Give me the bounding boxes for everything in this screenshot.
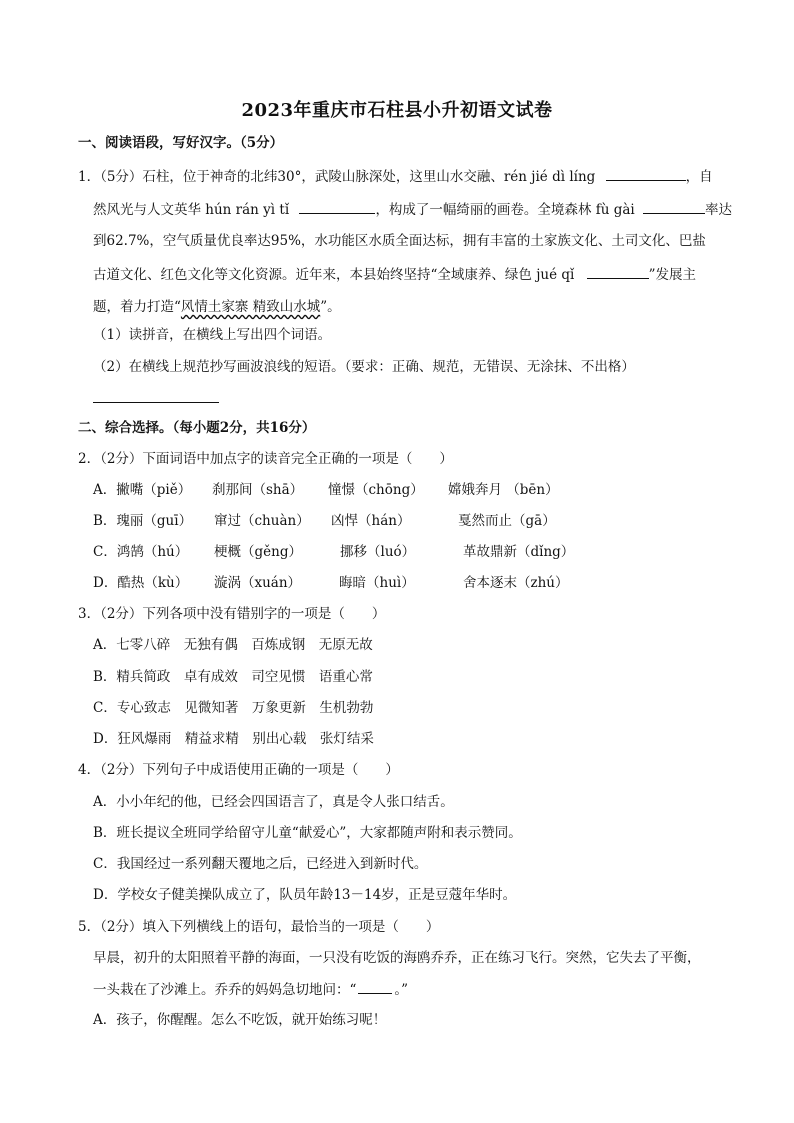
q2-stem: 2．（2分）下面词语中加点字的读音完全正确的一项是（ ） [78, 451, 453, 467]
q1-text: ”发展主 [648, 267, 697, 283]
option-word: D．酷热（kù） [93, 575, 189, 591]
answer-blank[interactable] [299, 199, 375, 214]
q5-text: 。” [394, 982, 409, 998]
option-word: 挪移（luó） [340, 544, 416, 560]
option-word: 舍本逐末（zhú） [463, 575, 569, 591]
q5-passage-line-2 [93, 979, 408, 1000]
option-word: 憧憬（chōng） [328, 482, 424, 498]
q3-stem: 3．（2分）下列各项中没有错别字的一项是（ ） [78, 606, 386, 622]
q5-passage-line-1: 早晨，初升的太阳照着平静的海面，一只没有吃饭的海鸥乔乔，正在练习飞行。突然，它失去了平衡， [93, 950, 701, 966]
option-word: 梗概（gěng） [214, 544, 302, 560]
page-title: 2023年重庆市石柱县小升初语文试卷 [241, 100, 553, 121]
option-word: 窜过（chuàn） [214, 513, 310, 529]
q1-text: ，自 [685, 169, 713, 185]
answer-blank[interactable] [358, 979, 392, 994]
option-word: 嫦娥奔月 （bēn） [448, 482, 559, 498]
q4-option-a[interactable]: A．小小年纪的他，已经会四国语言了，真是令人张口结舌。 [93, 794, 454, 810]
wavy-underlined-phrase: 风情土家寨 精致山水城 [180, 299, 321, 315]
option-word: 戛然而止（gā） [458, 513, 556, 529]
option-word: 革故鼎新（dǐng） [463, 544, 575, 560]
q5-text: 一头栽在了沙滩上。乔乔的妈妈急切地问：“ [93, 982, 357, 998]
q4-option-d[interactable]: D．学校女子健美操队成立了，队员年龄13－14岁，正是豆蔻年华时。 [93, 887, 517, 903]
q1-text: 古道文化、红色文化等文化资源。近年来，本县始终坚持“全域康养、绿色 jué qǐ [93, 267, 575, 283]
option-word: A．撇嘴（piě） [93, 482, 192, 498]
q1-subquestion-2: （2）在横线上规范抄写画波浪线的短语。（要求：正确、规范，无错误、无涂抹、不出格） [93, 359, 635, 375]
q1-subquestion-1: （1）读拼音，在横线上写出四个词语。 [93, 327, 332, 343]
copy-answer-blank[interactable] [93, 388, 219, 403]
q1-text: 题，着力打造“ [93, 299, 181, 315]
q1-line-4 [93, 264, 696, 285]
q1-line-3: 到62.7%，空气质量优良率达95%，水功能区水质全面达标，拥有丰富的土家族文化、土司文化、巴盐 [93, 233, 706, 249]
q4-option-b[interactable]: B．班长提议全班同学给留守儿童“献爱心”，大家都随声附和表示赞同。 [93, 825, 522, 841]
q3-option-b[interactable]: B．精兵简政 卓有成效 司空见惯 语重心常 [93, 669, 373, 685]
option-word: 凶悍（hán） [331, 513, 411, 529]
option-word: 刹那间（shā） [212, 482, 304, 498]
q1-line-2 [93, 199, 732, 220]
q3-option-a[interactable]: A．七零八碎 无独有偶 百炼成钢 无原无故 [93, 637, 373, 653]
q4-stem: 4．（2分）下列句子中成语使用正确的一项是（ ） [78, 762, 399, 778]
option-word: C．鸿鹄（hú） [93, 544, 189, 560]
q1-line-5 [93, 297, 341, 317]
q1-text: ”。 [320, 299, 341, 315]
answer-blank[interactable] [587, 264, 649, 279]
answer-blank[interactable] [643, 199, 705, 214]
option-word: 漩涡（xuán） [214, 575, 302, 591]
option-word: 晦暗（huì） [339, 575, 415, 591]
q1-text: 1．（5分）石柱，位于神奇的北纬30°，武陵山脉深处，这里山水交融、rén jié dì líng [78, 169, 596, 185]
q5-option-a[interactable]: A．孩子，你醒醒。怎么不吃饭，就开始练习呢！ [93, 1012, 387, 1028]
answer-blank[interactable] [606, 166, 686, 181]
q4-option-c[interactable]: C．我国经过一系列翻天覆地之后，已经进入到新时代。 [93, 856, 428, 872]
q1-text: ，构成了一幅绮丽的画卷。全境森林 fù gài [375, 202, 635, 218]
option-word: B．瑰丽（guī） [93, 513, 193, 529]
q1-line-1 [78, 166, 713, 187]
q5-stem: 5．（2分）填入下列横线上的语句，最恰当的一项是（ ） [78, 919, 440, 935]
section-heading-2: 二、综合选择。（每小题2分，共16分） [78, 420, 316, 436]
q1-text: 然风光与人文英华 hún rán yì tǐ [93, 202, 290, 218]
q3-option-c[interactable]: C．专心致志 见微知著 万象更新 生机勃勃 [93, 700, 374, 716]
q3-option-d[interactable]: D．狂风爆雨 精益求精 别出心载 张灯结采 [93, 731, 374, 747]
section-heading-1: 一、阅读语段，写好汉字。（5分） [78, 135, 284, 151]
q1-text: 率达 [705, 202, 733, 218]
